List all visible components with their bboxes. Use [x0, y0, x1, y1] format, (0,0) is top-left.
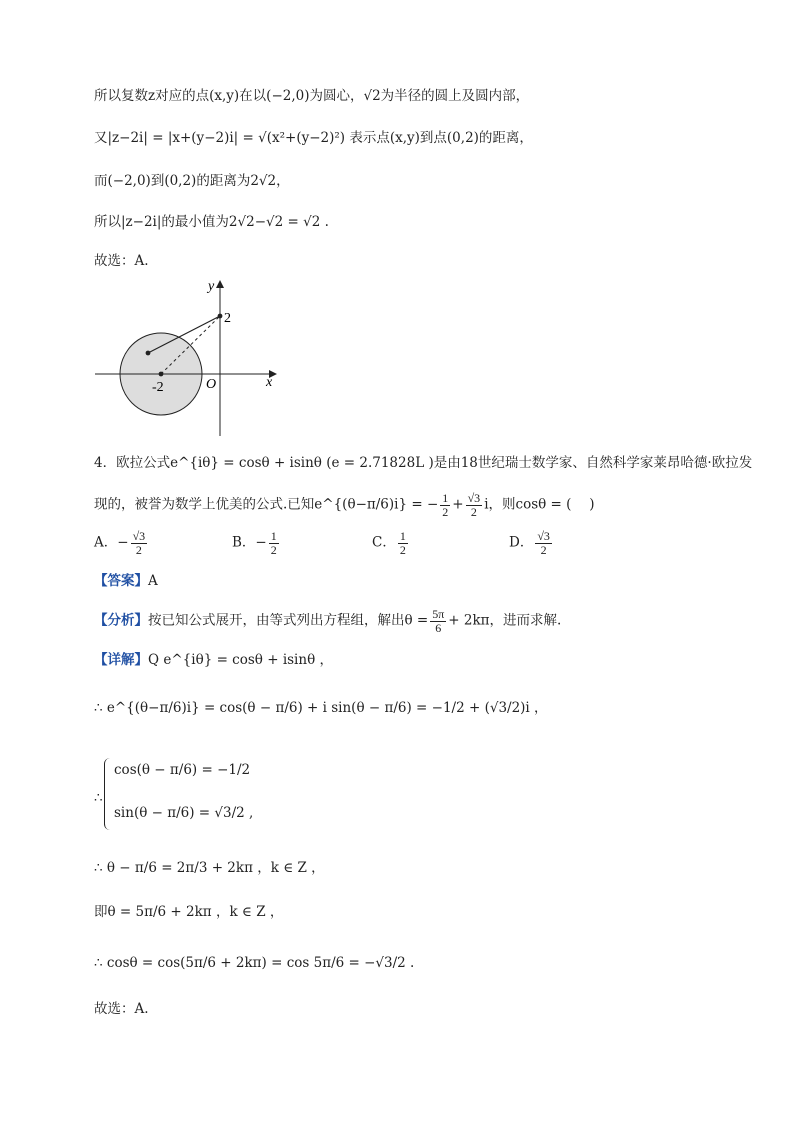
line-4 [94, 214, 329, 230]
option-d[interactable] [509, 530, 554, 556]
option-d-frac [535, 530, 552, 556]
line-2 [94, 130, 533, 146]
option-c[interactable] [372, 530, 410, 556]
option-d-label: D． [509, 534, 534, 551]
detail-conclusion [94, 1001, 149, 1017]
system-brace [104, 758, 111, 830]
option-a-sign: − [117, 534, 129, 551]
system-therefore: ∴ [94, 790, 103, 806]
analysis-tag: 【分析】 [94, 612, 148, 629]
option-c-label: C． [372, 534, 396, 551]
detail-step1-text: ∴ e^{(θ−π/6)i} = cos(θ − π/6) + i sin(θ − π/6) = −1/2 + (√3/2)i ， [94, 700, 548, 716]
label-x: x [266, 375, 273, 390]
option-b-label: B． [232, 534, 256, 551]
answer-line [94, 573, 158, 589]
line-1-text: 所以复数z对应的点(x,y)在以(−2,0)为圆心，√2为半径的圆上及圆内部， [94, 88, 530, 104]
option-a-den: 2 [135, 542, 142, 557]
line-1 [94, 88, 529, 104]
analysis-line [94, 608, 561, 634]
center-point [159, 372, 164, 377]
option-a-label: A． [94, 534, 118, 551]
detail-step4 [94, 904, 283, 920]
label-neg2: -2 [152, 380, 164, 395]
detail-step3 [94, 860, 325, 876]
question-line-2: 现的，被誉为数学上优美的公式.已知e^{(θ−π/6)i} = − $\frac{1}{2}$ + $\frac{√3}{2}$ i，则cosθ = ( ) [94, 491, 595, 519]
detail-step3-text: ∴ θ − π/6 = 2π/3 + 2kπ ，k ∈ Z ， [94, 860, 325, 876]
detail-step5 [94, 955, 414, 971]
frac-half: $\frac{1}{2}$ [442, 491, 449, 519]
system-sin-row: sin(θ − π/6) = √3/2 , [114, 805, 254, 821]
system-sin-text: sin(θ − π/6) = √3/2 [114, 805, 245, 821]
line-3-text: 而(−2,0)到(0,2)的距离为2√2， [94, 173, 290, 189]
option-d-num: √3 [537, 529, 550, 543]
option-b-frac [269, 530, 279, 556]
line-5 [94, 253, 149, 269]
question-line-1-text: 4．欧拉公式e^{iθ} = cosθ + isinθ (e = 2.71828L )是由18世纪瑞士数学家、自然科学家莱昂哈德·欧拉发 [94, 455, 753, 471]
frac-5pi-6: $\frac{5\pi}{6}$ [432, 607, 445, 635]
line-2-text: 又|z−2i| = |x+(y−2)i| = √(x²+(y−2)²) 表示点(x,y)到点(0,2)的距离， [94, 130, 533, 146]
point-0-2 [218, 314, 223, 319]
option-a[interactable] [94, 530, 149, 556]
detail-first-text: Q e^{iθ} = cosθ + isinθ ， [148, 652, 333, 668]
option-d-den: 2 [540, 542, 547, 557]
system-cos-row [114, 762, 250, 778]
detail-step4-text: 即θ = 5π/6 + 2kπ ，k ∈ Z ， [94, 904, 284, 920]
option-a-frac [131, 530, 148, 556]
analysis-text-b: + 2kπ，进而求解. [448, 612, 562, 629]
point-on-circle [146, 351, 151, 356]
answer-tag: 【答案】 [94, 573, 148, 589]
analysis-text-a: 按已知公式展开，由等式列出方程组，解出θ = [148, 612, 429, 629]
line-3 [94, 173, 290, 189]
option-a-num: √3 [132, 529, 146, 543]
label-y: y [208, 279, 215, 294]
option-c-frac [398, 530, 408, 556]
label-origin: O [206, 377, 217, 392]
option-b-sign: − [255, 534, 267, 551]
question-line-2b: ，则cosθ = ( ) [488, 496, 595, 513]
option-b-den: 2 [270, 542, 277, 557]
option-c-num: 1 [399, 529, 406, 543]
line-4-text: 所以|z−2i|的最小值为2√2−√2 = √2 . [94, 214, 329, 230]
detail-tag: 【详解】 [94, 652, 148, 668]
detail-first [94, 652, 333, 668]
detail-conclusion-text: 故选：A. [94, 1001, 149, 1017]
question-line-2a: 现的，被誉为数学上优美的公式.已知e^{(θ−π/6)i} = − [94, 496, 439, 513]
circle-figure [90, 278, 290, 438]
question-line-1 [94, 455, 752, 471]
system-cos-text: cos(θ − π/6) = −1/2 [114, 762, 251, 778]
detail-step5-text: ∴ cosθ = cos(5π/6 + 2kπ) = cos 5π/6 = −√3/2 . [94, 955, 415, 971]
option-b[interactable] [232, 530, 281, 556]
detail-step1 [94, 700, 548, 716]
label-2: 2 [224, 311, 231, 326]
line-5-text: 故选：A. [94, 253, 149, 269]
option-b-num: 1 [270, 529, 277, 543]
option-c-den: 2 [399, 542, 406, 557]
answer-value: A [148, 573, 158, 589]
frac-root3-half: $\frac{√3}{2}$ [467, 491, 481, 519]
